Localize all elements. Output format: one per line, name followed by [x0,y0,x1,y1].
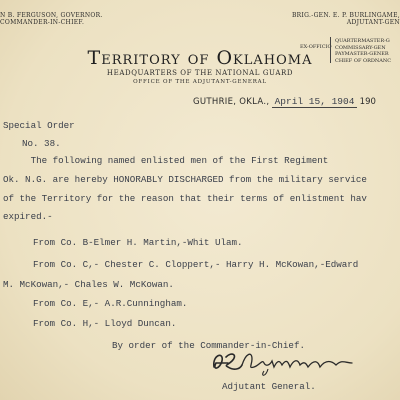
discharge-line-5: From Co. H,- Lloyd Duncan. [33,318,177,329]
adjutant-header [292,12,400,26]
order-heading: Special Order [3,120,75,131]
dateline [193,96,376,107]
discharge-line-3: M. McKowan,- Chales W. McKowan. [3,279,174,290]
governor-header [0,12,103,26]
role-quartermaster: QUARTERMASTER-G [335,38,390,44]
discharge-line-2: From Co. C,- Chester C. Cloppert,- Harry H. McKowan,-Edward [33,259,359,270]
role-commissary: COMMISSARY-GEN [335,44,386,51]
adjutant-name: BRIG.-GEN. E. P. BURLINGAME, [291,12,400,19]
dateline-date: April 15, 1904 [272,96,358,108]
body-line-1: The following named enlisted men of the First Regiment [3,155,329,166]
dateline-place: GUTHRIE, OKLA., [193,97,270,107]
discharge-line-1: From Co. B-Elmer H. Martin,-Whit Ulam. [33,237,243,248]
adjutant-title: ADJUTANT-GEN [346,19,400,26]
role-paymaster: PAYMASTER-GENER [335,51,389,57]
dateline-year-print: 190 [359,97,376,107]
signature-title: Adjutant General. [222,381,316,392]
territory-title: Territory of Oklahoma [87,47,313,69]
governor-name: N B. FERGUSON, GOVERNOR. [0,12,103,19]
body-line-4: expired.- [3,211,53,222]
order-number: No. 38. [22,138,61,149]
headquarters-subtitle: HEADQUARTERS OF THE NATIONAL GUARD [106,69,294,77]
body-line-3: of the Territory for the reason that their terms of enlistment hav [3,193,367,204]
discharge-line-4: From Co. E,- A.R.Cunningham. [33,298,188,309]
body-line-2: Ok. N.G. are hereby HONORABLY DISCHARGED from the military service [3,174,367,185]
closing-line: By order of the Commander-in-Chief. [112,340,305,351]
role-ordnance: CHIEF OF ORDNANC [335,57,392,64]
office-line: OFFICE OF THE ADJUTANT-GENERAL [133,79,267,85]
governor-title: COMMANDER-IN-CHIEF. [0,19,85,26]
signature-handwritten [208,347,358,381]
ex-officio-label: EX-OFFICIO [300,44,332,50]
